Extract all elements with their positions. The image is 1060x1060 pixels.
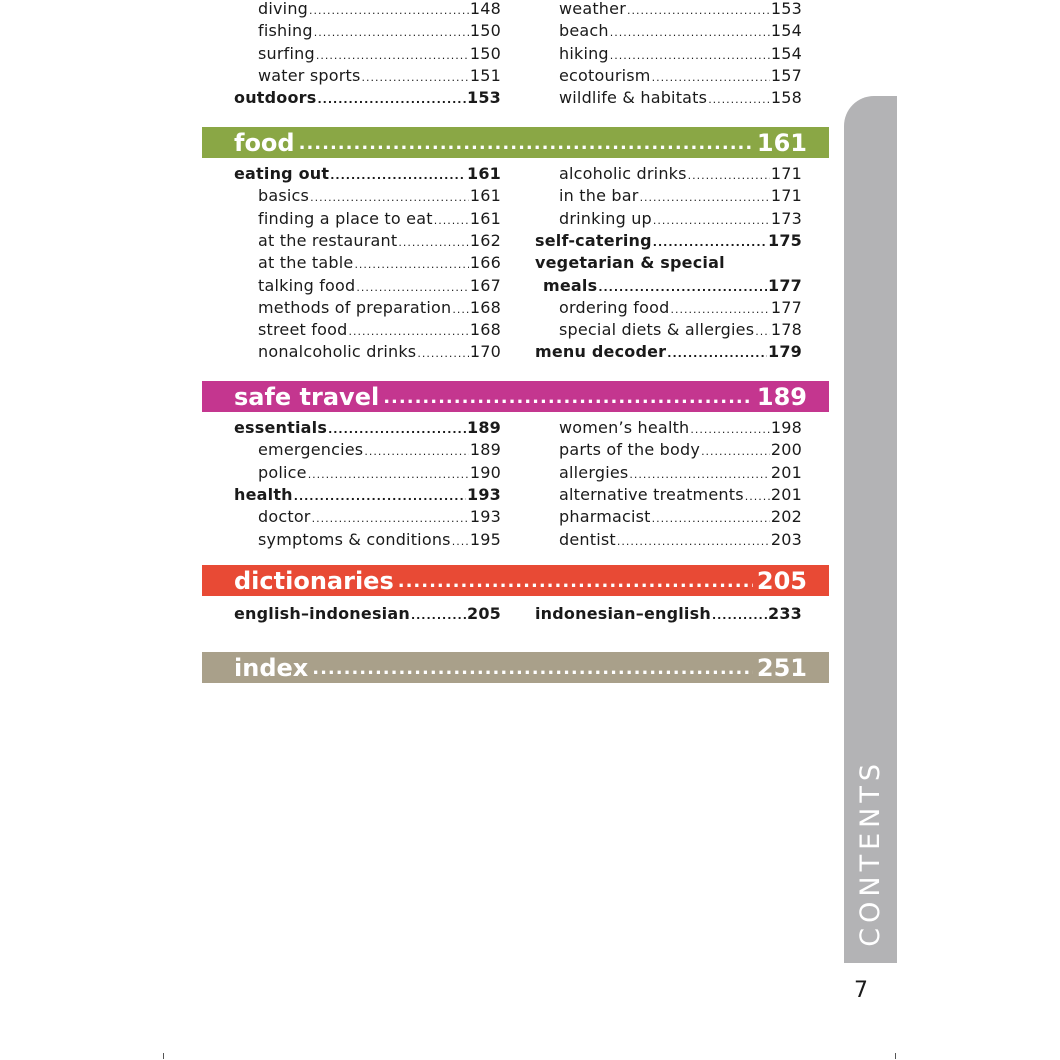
toc-entry-page: 158 — [770, 88, 802, 108]
toc-entry-label: indonesian–english — [535, 604, 711, 623]
dot-leader — [667, 343, 767, 365]
toc-entry[interactable] — [559, 439, 802, 461]
side-tab-label: CONTENTS — [855, 759, 886, 947]
dot-leader — [330, 165, 466, 187]
toc-entry-page: 161 — [469, 208, 501, 228]
toc-entry-page: 168 — [469, 320, 501, 340]
toc-entry-label: menu decoder — [535, 342, 667, 362]
toc-entry[interactable] — [258, 506, 501, 528]
toc-entry[interactable] — [559, 43, 802, 65]
toc-entry[interactable] — [258, 230, 501, 252]
toc-entry-page: 193 — [467, 484, 501, 504]
toc-entry-page: 179 — [768, 342, 802, 362]
dot-leader — [356, 277, 468, 299]
toc-entry-page: 153 — [467, 88, 501, 108]
toc-entry-label: diving — [258, 0, 309, 18]
toc-entry[interactable] — [535, 230, 802, 252]
toc-entry-page: 161 — [467, 164, 501, 183]
dot-leader — [317, 89, 466, 111]
section-page: 161 — [756, 128, 807, 157]
toc-entry-page: 190 — [469, 462, 501, 482]
dot-leader — [452, 299, 469, 321]
dot-leader — [294, 486, 466, 508]
toc-entry-label: weather — [559, 0, 626, 18]
dot-leader — [745, 486, 770, 508]
toc-entry[interactable] — [559, 208, 802, 230]
toc-entry-page: 189 — [469, 440, 501, 460]
dot-leader — [310, 187, 469, 209]
section-bar-index[interactable] — [202, 652, 829, 683]
toc-entry-page: 150 — [469, 43, 501, 63]
toc-entry-label: police — [258, 462, 307, 482]
toc-entry[interactable] — [559, 65, 802, 87]
toc-entry[interactable] — [258, 341, 501, 363]
dot-leader — [755, 321, 770, 343]
dot-leader — [690, 419, 769, 441]
dot-leader — [712, 605, 767, 627]
toc-entry[interactable] — [559, 484, 802, 506]
dot-leader — [316, 45, 469, 67]
toc-entry-label: ecotourism — [559, 65, 651, 85]
toc-entry-label: emergencies — [258, 440, 364, 460]
toc-entry[interactable] — [559, 20, 802, 42]
toc-entry-page: 157 — [770, 65, 802, 85]
dot-leader — [383, 387, 753, 412]
toc-entry[interactable] — [234, 87, 501, 109]
toc-entry[interactable] — [559, 529, 802, 551]
toc-entry-label: allergies — [559, 462, 629, 482]
toc-entry[interactable] — [559, 185, 802, 207]
toc-entry[interactable] — [535, 341, 802, 363]
toc-entry[interactable] — [234, 417, 501, 439]
toc-entry-page: 173 — [770, 208, 802, 228]
toc-entry[interactable] — [258, 297, 501, 319]
toc-entry-label: symptoms & conditions — [258, 529, 451, 549]
toc-entry-label: pharmacist — [559, 507, 651, 527]
toc-entry[interactable] — [535, 252, 802, 274]
toc-entry-label: self-catering — [535, 230, 652, 250]
section-page: 205 — [756, 566, 807, 595]
toc-entry-page: 153 — [770, 0, 802, 18]
toc-entry[interactable] — [559, 163, 802, 185]
section-title: safe travel — [234, 382, 380, 411]
dot-leader — [362, 67, 469, 89]
dot-leader — [701, 441, 770, 463]
section-page: 251 — [756, 653, 807, 682]
dot-leader — [417, 343, 469, 365]
toc-entry-label: drinking up — [559, 208, 652, 228]
dot-leader — [314, 22, 469, 44]
toc-entry-label: dentist — [559, 529, 616, 549]
dot-leader — [398, 232, 469, 254]
toc-entry[interactable] — [559, 462, 802, 484]
toc-entry[interactable] — [258, 252, 501, 274]
toc-entry[interactable] — [258, 529, 501, 551]
toc-entry[interactable] — [559, 417, 802, 439]
toc-entry-page: 167 — [469, 275, 501, 295]
toc-entry[interactable] — [559, 297, 802, 319]
toc-entry-page: 177 — [768, 275, 802, 295]
section-bar-dictionaries[interactable] — [202, 565, 829, 596]
toc-entry-label: alcoholic drinks — [559, 164, 687, 183]
toc-entry-label: doctor — [258, 507, 311, 527]
section-bar-safe-travel[interactable] — [202, 381, 829, 412]
toc-entry-page: 154 — [770, 43, 802, 63]
dot-leader — [354, 254, 468, 276]
toc-entry-label: special diets & allergies — [559, 320, 755, 340]
toc-entry-label: nonalcoholic drinks — [258, 342, 417, 362]
toc-entry-page: 177 — [770, 297, 802, 317]
dot-leader — [617, 531, 770, 553]
toc-entry-label: outdoors — [234, 88, 317, 108]
toc-entry[interactable] — [543, 275, 802, 297]
toc-entry-label: surfing — [258, 43, 315, 63]
dot-leader — [398, 571, 753, 596]
toc-entry-label: methods of preparation — [258, 297, 452, 317]
toc-entry-label: women’s health — [559, 418, 690, 437]
toc-entry-label: fishing — [258, 21, 313, 41]
crop-mark — [163, 1053, 164, 1059]
toc-entry-page: 205 — [467, 604, 501, 623]
dot-leader — [348, 321, 468, 343]
toc-entry[interactable] — [258, 319, 501, 341]
toc-entry-page: 150 — [469, 21, 501, 41]
toc-entry-page: 202 — [770, 507, 802, 527]
dot-leader — [708, 89, 770, 111]
toc-entry-label: street food — [258, 320, 348, 340]
toc-entry[interactable] — [234, 163, 501, 185]
dot-leader — [688, 165, 770, 187]
toc-entry-page: 170 — [469, 342, 501, 362]
toc-entry[interactable] — [258, 20, 501, 42]
dot-leader — [629, 464, 769, 486]
section-title: food — [234, 128, 295, 157]
section-bar-food[interactable] — [202, 127, 829, 158]
toc-entry-label: talking food — [258, 275, 356, 295]
toc-entry-label: water sports — [258, 65, 361, 85]
toc-entry-page: 198 — [770, 418, 802, 437]
toc-entry[interactable] — [234, 484, 501, 506]
toc-entry-page: 162 — [469, 230, 501, 250]
dot-leader — [312, 508, 469, 530]
toc-entry-page: 233 — [768, 604, 802, 623]
toc-entry-label: health — [234, 484, 293, 504]
dot-leader — [653, 210, 770, 232]
toc-entry-page: 178 — [770, 320, 802, 340]
toc-entry-page: 175 — [768, 230, 802, 250]
toc-entry[interactable] — [559, 506, 802, 528]
dot-leader — [452, 531, 469, 553]
toc-entry-label: hiking — [559, 43, 609, 63]
toc-entry[interactable] — [258, 43, 501, 65]
toc-entry-label: ordering food — [559, 297, 670, 317]
toc-entry-page: 201 — [770, 462, 802, 482]
toc-entry-label: at the restaurant — [258, 230, 398, 250]
toc-entry-page: 201 — [770, 484, 802, 504]
dot-leader — [610, 45, 770, 67]
toc-entry[interactable] — [258, 439, 501, 461]
toc-entry[interactable] — [559, 0, 802, 20]
dot-leader — [610, 22, 770, 44]
toc-entry[interactable] — [559, 319, 802, 341]
toc-entry-label: beach — [559, 21, 609, 41]
toc-entry-label: at the table — [258, 253, 354, 273]
toc-entry-label: essentials — [234, 418, 328, 437]
toc-entry[interactable] — [258, 275, 501, 297]
toc-entry-page: 189 — [467, 418, 501, 437]
toc-entry-label: vegetarian & special — [535, 253, 725, 273]
dot-leader — [312, 658, 753, 683]
toc-entry-page: 166 — [469, 253, 501, 273]
toc-entry-page: 161 — [469, 186, 501, 206]
side-tab — [844, 96, 897, 963]
crop-mark — [895, 1053, 896, 1059]
dot-leader — [640, 187, 770, 209]
dot-leader — [670, 299, 769, 321]
toc-entry-label: in the bar — [559, 186, 639, 206]
toc-entry-label: basics — [258, 186, 310, 206]
toc-entry-page: 151 — [469, 65, 501, 85]
toc-entry-label: alternative treatments — [559, 484, 744, 504]
toc-entry[interactable] — [258, 462, 501, 484]
toc-entry[interactable] — [258, 65, 501, 87]
dot-leader — [598, 277, 767, 299]
dot-leader — [652, 508, 770, 530]
toc-entry-page: 200 — [770, 440, 802, 460]
toc-entry-label: eating out — [234, 164, 330, 183]
dot-leader — [299, 133, 753, 158]
dot-leader — [328, 419, 466, 441]
toc-entry-label: meals — [543, 275, 598, 295]
toc-entry-page: 203 — [770, 529, 802, 549]
dot-leader — [308, 464, 469, 486]
toc-entry-label: english–indonesian — [234, 604, 410, 623]
dot-leader — [309, 0, 469, 22]
dot-leader — [411, 605, 466, 627]
toc-entry-page: 193 — [469, 507, 501, 527]
dot-leader — [653, 232, 767, 254]
toc-entry-label: finding a place to eat — [258, 208, 433, 228]
toc-entry[interactable] — [559, 87, 802, 109]
toc-entry[interactable] — [258, 0, 501, 20]
dot-leader — [364, 441, 469, 463]
toc-entry[interactable] — [535, 603, 802, 625]
toc-entry-page: 195 — [469, 529, 501, 549]
dot-leader — [652, 67, 770, 89]
section-title: index — [234, 653, 309, 682]
dot-leader — [434, 210, 469, 232]
section-title: dictionaries — [234, 566, 394, 595]
toc-entry-page: 148 — [469, 0, 501, 18]
toc-entry[interactable] — [258, 185, 501, 207]
toc-entry[interactable] — [258, 208, 501, 230]
toc-entry-page: 154 — [770, 21, 802, 41]
toc-entry-page: 168 — [469, 297, 501, 317]
toc-entry-label: wildlife & habitats — [559, 88, 708, 108]
toc-entry-page: 171 — [770, 186, 802, 206]
toc-entry[interactable] — [234, 603, 501, 625]
page-number: 7 — [854, 978, 868, 1003]
section-page: 189 — [756, 382, 807, 411]
toc-entry-label: parts of the body — [559, 440, 701, 460]
toc-entry-page: 171 — [770, 164, 802, 183]
dot-leader — [627, 0, 770, 22]
